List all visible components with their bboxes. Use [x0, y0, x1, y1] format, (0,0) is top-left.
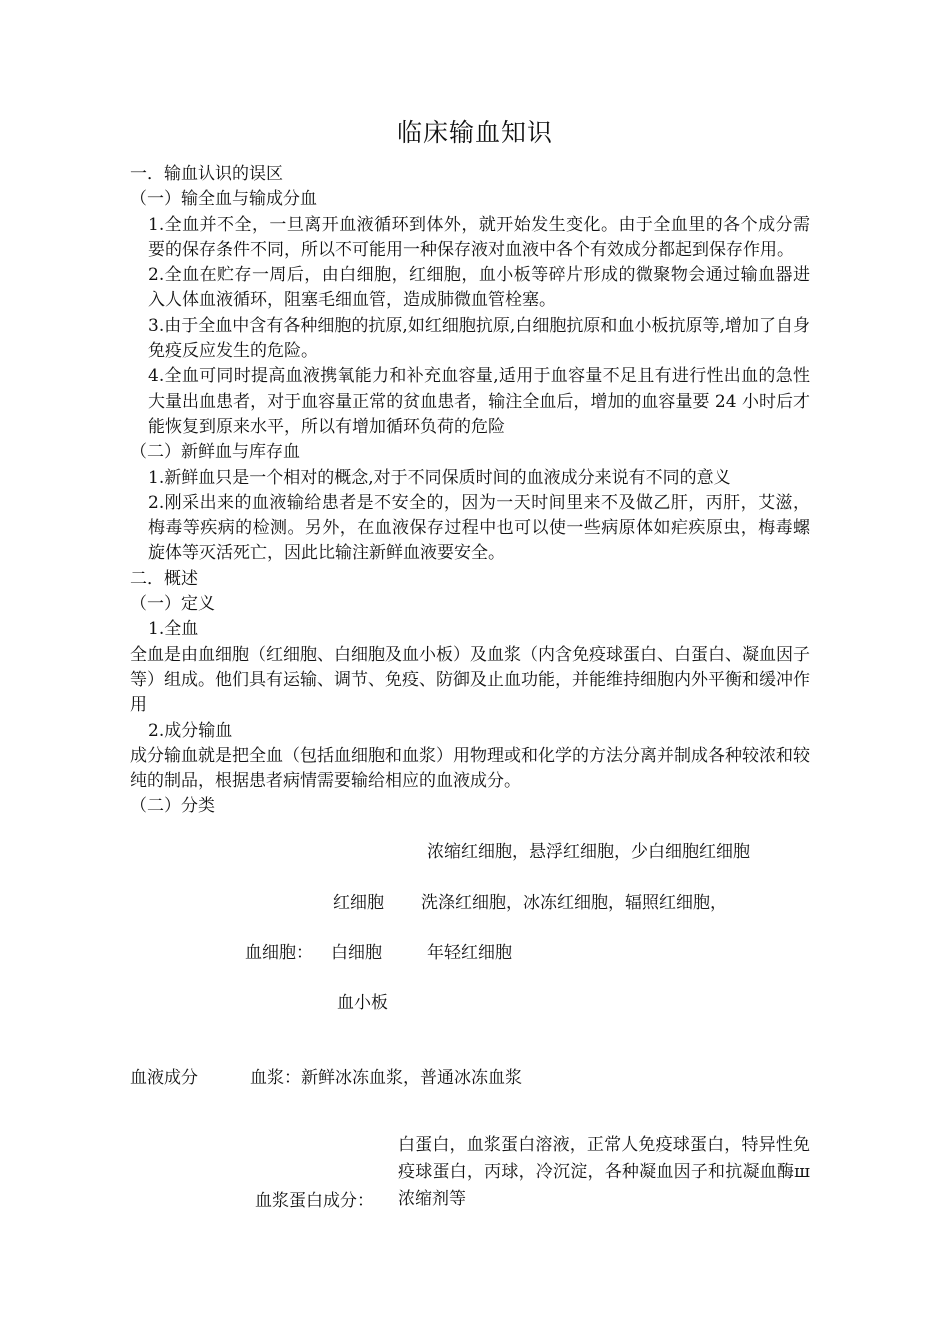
paragraph: 4.全血可同时提高血液携氧能力和补充血容量,适用于血容量不足且有进行性出血的急性大量出血患者，对于血容量正常的贫血患者，输注全血后，增加的血容量要 24 小时后才能恢复到原来水平，所以有增加循环负荷的危险: [148, 366, 810, 437]
document-body: [130, 162, 810, 820]
platelet-label: 血小板: [337, 993, 388, 1013]
blood-cells-label: 血细胞：: [245, 943, 313, 963]
wbc-label: 白细胞: [331, 943, 382, 963]
rbc-types-line-1: 浓缩红细胞，悬浮红细胞，少白细胞红细胞: [427, 842, 750, 862]
subsection-heading: （二）新鲜血与库存血: [130, 442, 300, 463]
subsection-heading: （一）输全血与输成分血: [130, 189, 317, 210]
paragraph: 全血是由血细胞（红细胞、白细胞及血小板）及血浆（内含免疫球蛋白、白蛋白、凝血因子等）组成。他们具有运输、调节、免疫、防御及止血功能，并能维持细胞内外平衡和缓冲作用: [130, 644, 810, 716]
paragraph: 1.新鲜血只是一个相对的概念,对于不同保质时间的血液成分来说有不同的意义: [148, 467, 731, 488]
paragraph: 3.由于全血中含有各种细胞的抗原,如红细胞抗原,白细胞抗原和血小板抗原等,增加了自身免疫反应发生的危险。: [148, 315, 810, 362]
item-heading: 2.成分输血: [148, 720, 233, 741]
subsection-heading: （二）分类: [130, 796, 215, 817]
paragraph: 2.全血在贮存一周后，由白细胞，红细胞，血小板等碎片形成的微聚物会通过输血器进入人体血液循环，阻塞毛细血管，造成肺微血管栓塞。: [148, 265, 810, 311]
plasma-line: 血浆：新鲜冰冻血浆，普通冰冻血浆: [250, 1068, 522, 1088]
paragraph: 1.全血并不全，一旦离开血液循环到体外，就开始发生变化。由于全血里的各个成分需要的保存条件不同，所以不可能用一种保存液对血液中各个有效成分都起到保存作用。: [148, 214, 810, 260]
paragraph: 2.刚采出来的血液输给患者是不安全的，因为一天时间里来不及做乙肝，丙肝，艾滋，梅毒等疾病的检测。另外，在血液保存过程中也可以使一些病原体如疟疾原虫，梅毒螺旋体等灭活死亡，因此比输注新鲜血液要安全。: [148, 492, 810, 564]
blood-components-label: 血液成分: [130, 1068, 198, 1088]
paragraph: 成分输血就是把全血（包括血细胞和血浆）用物理或和化学的方法分离并制成各种较浓和较纯的制品，根据患者病情需要输给相应的血液成分。: [130, 745, 810, 792]
rbc-label: 红细胞: [333, 893, 384, 913]
item-heading: 1.全血: [148, 619, 199, 640]
section-heading: 一．输血认识的误区: [130, 164, 283, 184]
rbc-types-line-3: 年轻红细胞: [427, 943, 512, 963]
subsection-heading: （一）定义: [130, 594, 215, 615]
rbc-types-line-2: 洗涤红细胞，冰冻红细胞，辐照红细胞，: [421, 893, 727, 913]
page-title: 临床输血知识: [396, 118, 553, 147]
plasma-protein-label: 血浆蛋白成分：: [255, 1191, 374, 1211]
section-heading: 二．概述: [130, 568, 198, 589]
plasma-protein-types: 白蛋白，血浆蛋白溶液，正常人免疫球蛋白，特异性免疫球蛋白，丙球，冷沉淀，各种凝血因子和抗凝血酶ш浓缩剂等: [398, 1135, 810, 1209]
